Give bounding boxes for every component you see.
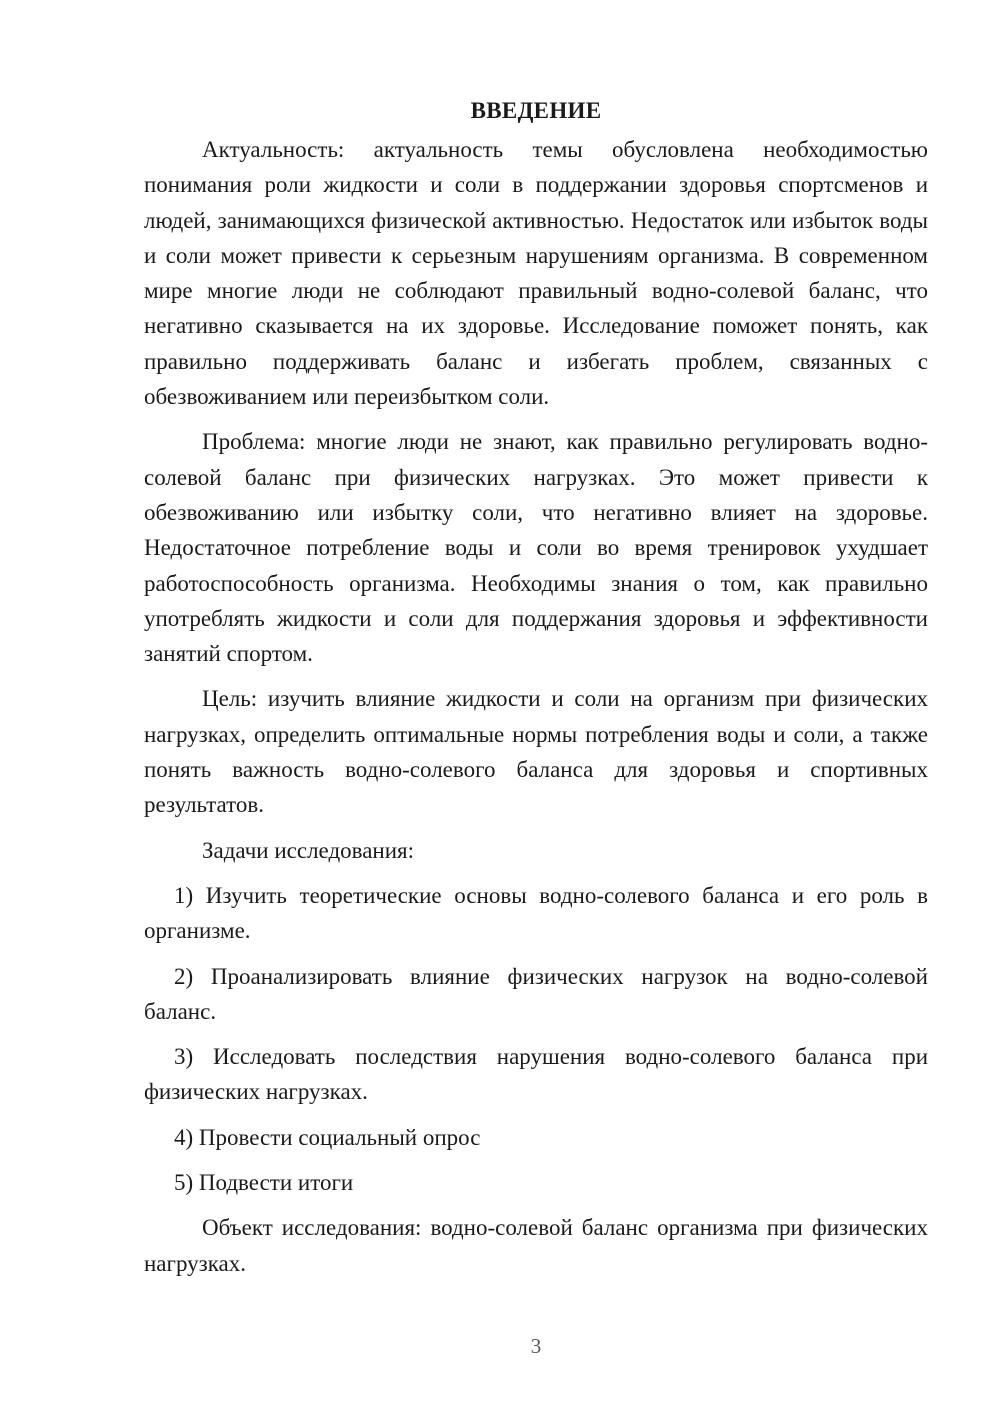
task-item-1: 1) Изучить теоретические основы водно-солевого баланса и его роль в организме.	[144, 882, 928, 944]
task-item-3: 3) Исследовать последствия нарушения водно-солевого баланса при физических нагрузках.	[144, 1044, 928, 1105]
object-paragraph: Объект исследования: водно-солевой баланс организма при физических нагрузках.	[144, 1215, 928, 1276]
task-item-5: 5) Подвести итоги	[174, 1170, 354, 1196]
page-title: ВВЕДЕНИЕ	[470, 98, 602, 123]
goal-paragraph: Цель: изучить влияние жидкости и соли на организм при физических нагрузках, определить оптимальные нормы потребления воды и соли, а также понять важность водно-солевого баланса для здоровья и спортивных результатов.	[144, 686, 928, 818]
page-number: 3	[530, 1334, 542, 1358]
task-item-4: 4) Провести социальный опрос	[174, 1124, 481, 1150]
page-content	[144, 96, 928, 1291]
tasks-heading: Задачи исследования:	[202, 837, 415, 863]
relevance-paragraph: Актуальность: актуальность темы обусловлена необходимостью понимания роли жидкости и соли в поддержании здоровья спортсменов и людей, занимающихся физической активностью. Недостаток или избыток воды и соли может привести к серьезным нарушениям организма. В современном мире многие люди не соблюдают правильный водно-солевой баланс, что негативно сказывается на их здоровье. Исследование поможет понять, как правильно поддерживать баланс и избегать проблем, связанных с обезвоживанием или переизбытком соли.	[144, 137, 928, 410]
task-item-2: 2) Проанализировать влияние физических нагрузок на водно-солевой баланс.	[144, 963, 928, 1024]
problem-paragraph: Проблема: многие люди не знают, как правильно регулировать водно-солевой баланс при физических нагрузках. Это может привести к обезвоживанию или избытку соли, что негативно влияет на здоровье. Недостаточное потребление воды и соли во время тренировок ухудшает работоспособность организма. Необходимы знания о том, как правильно употреблять жидкости и соли для поддержания здоровья и эффективности занятий спортом.	[144, 429, 928, 667]
